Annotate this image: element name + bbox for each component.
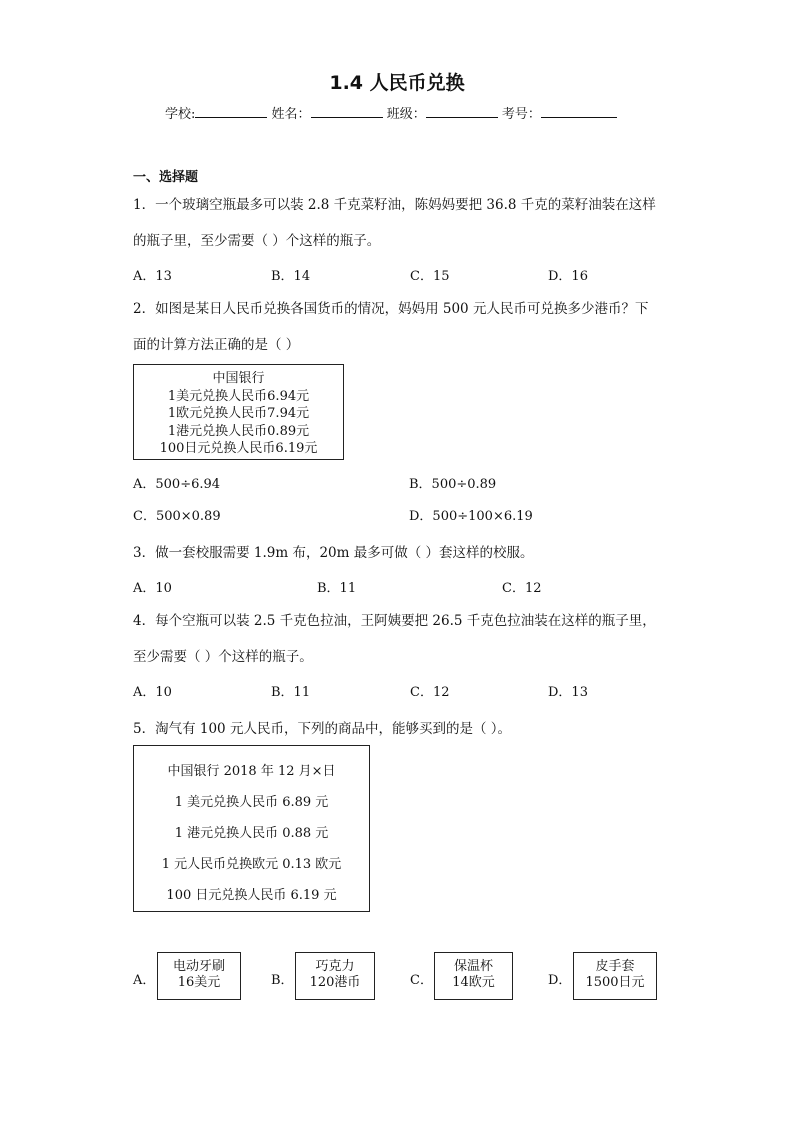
q1-line1: 1．一个玻璃空瓶最多可以装 2.8 千克菜籽油，陈妈妈要把 36.8 千克的菜籽油装在这样 xyxy=(133,197,656,213)
q5-exchange-rate-box xyxy=(133,745,370,912)
q5-box-line: 1 元人民币兑换欧元 0.13 欧元 xyxy=(161,857,342,872)
q2-box-line: 1美元兑换人民币6.94元 xyxy=(167,388,310,404)
q4-option-b[interactable]: B．11 xyxy=(271,685,311,700)
q5-option-b-letter[interactable]: B． xyxy=(271,973,294,988)
q2-line1: 2．如图是某日人民币兑换各国货币的情况，妈妈用 500 元人民币可兑换多少港币？下 xyxy=(133,301,649,317)
item-name: 电动牙刷 xyxy=(172,959,225,974)
item-name: 巧克力 xyxy=(315,959,355,974)
class-label: 班级： xyxy=(386,107,426,122)
item-name: 皮手套 xyxy=(595,959,635,974)
q5-line1: 5．淘气有 100 元人民币，下列的商品中，能够买到的是（ ）。 xyxy=(133,721,511,737)
q5-box-line: 1 港元兑换人民币 0.88 元 xyxy=(174,826,329,841)
q1-line2: 的瓶子里，至少需要（ ）个这样的瓶子。 xyxy=(133,233,381,249)
q1-option-d[interactable]: D．16 xyxy=(548,269,588,284)
q5-option-a-letter[interactable]: A． xyxy=(133,973,156,988)
q4-option-d[interactable]: D．13 xyxy=(548,685,588,700)
item-price: 120港币 xyxy=(309,975,361,990)
page-title: 1.4 人民币兑换 xyxy=(329,72,465,94)
q3-line1: 3．做一套校服需要 1.9m 布，20m 最多可做（ ）套这样的校服。 xyxy=(133,545,534,561)
q2-exchange-rate-box xyxy=(133,364,344,460)
q5-box-line: 100 日元兑换人民币 6.19 元 xyxy=(166,888,337,903)
q1-option-a[interactable]: A．13 xyxy=(133,269,172,284)
q3-option-b[interactable]: B．11 xyxy=(317,581,357,596)
item-name: 保温杯 xyxy=(453,959,493,974)
q5-option-b-item[interactable] xyxy=(295,952,375,1000)
q5-option-a-item[interactable] xyxy=(157,952,241,1000)
q1-option-c[interactable]: C．15 xyxy=(410,269,450,284)
school-field[interactable] xyxy=(195,104,267,118)
q2-box-line: 100日元兑换人民币6.19元 xyxy=(159,441,318,456)
item-price: 14欧元 xyxy=(452,975,495,990)
class-field[interactable] xyxy=(426,104,498,118)
q2-box-line: 中国银行 xyxy=(212,371,265,386)
q2-option-a[interactable]: A．500÷6.94 xyxy=(133,477,221,492)
q4-option-c[interactable]: C．12 xyxy=(410,685,450,700)
q2-option-c[interactable]: C．500×0.89 xyxy=(133,509,221,524)
q2-line2: 面的计算方法正确的是（ ） xyxy=(133,337,300,353)
student-info-line xyxy=(165,103,617,122)
q5-option-d-letter[interactable]: D． xyxy=(548,973,572,988)
q3-option-c[interactable]: C．12 xyxy=(502,581,542,596)
item-price: 1500日元 xyxy=(585,975,645,990)
exam-no-label: 考号： xyxy=(501,107,541,122)
q5-option-c-letter[interactable]: C． xyxy=(410,973,433,988)
q2-option-d[interactable]: D．500÷100×6.19 xyxy=(409,509,533,524)
q2-box-line: 1港元兑换人民币0.89元 xyxy=(167,423,310,439)
q4-line2: 至少需要（ ）个这样的瓶子。 xyxy=(133,649,313,665)
q4-line1: 4．每个空瓶可以装 2.5 千克色拉油，王阿姨要把 26.5 千克色拉油装在这样的瓶子里， xyxy=(133,613,656,629)
q2-option-b[interactable]: B．500÷0.89 xyxy=(409,477,497,492)
q5-option-c-item[interactable] xyxy=(434,952,513,1000)
school-label: 学校: xyxy=(165,107,196,122)
item-price: 16美元 xyxy=(177,975,221,990)
section-title: 一、选择题 xyxy=(133,170,199,185)
q5-box-line: 中国银行 2018 年 12 月×日 xyxy=(167,764,336,779)
name-label: 姓名： xyxy=(271,107,311,122)
q2-box-line: 1欧元兑换人民币7.94元 xyxy=(167,406,310,421)
name-field[interactable] xyxy=(311,104,383,118)
q1-option-b[interactable]: B．14 xyxy=(271,269,311,284)
q4-option-a[interactable]: A．10 xyxy=(133,685,172,700)
exam-no-field[interactable] xyxy=(541,104,617,118)
q5-option-d-item[interactable] xyxy=(573,952,657,1000)
q5-box-line: 1 美元兑换人民币 6.89 元 xyxy=(174,795,329,810)
q3-option-a[interactable]: A．10 xyxy=(133,581,172,596)
